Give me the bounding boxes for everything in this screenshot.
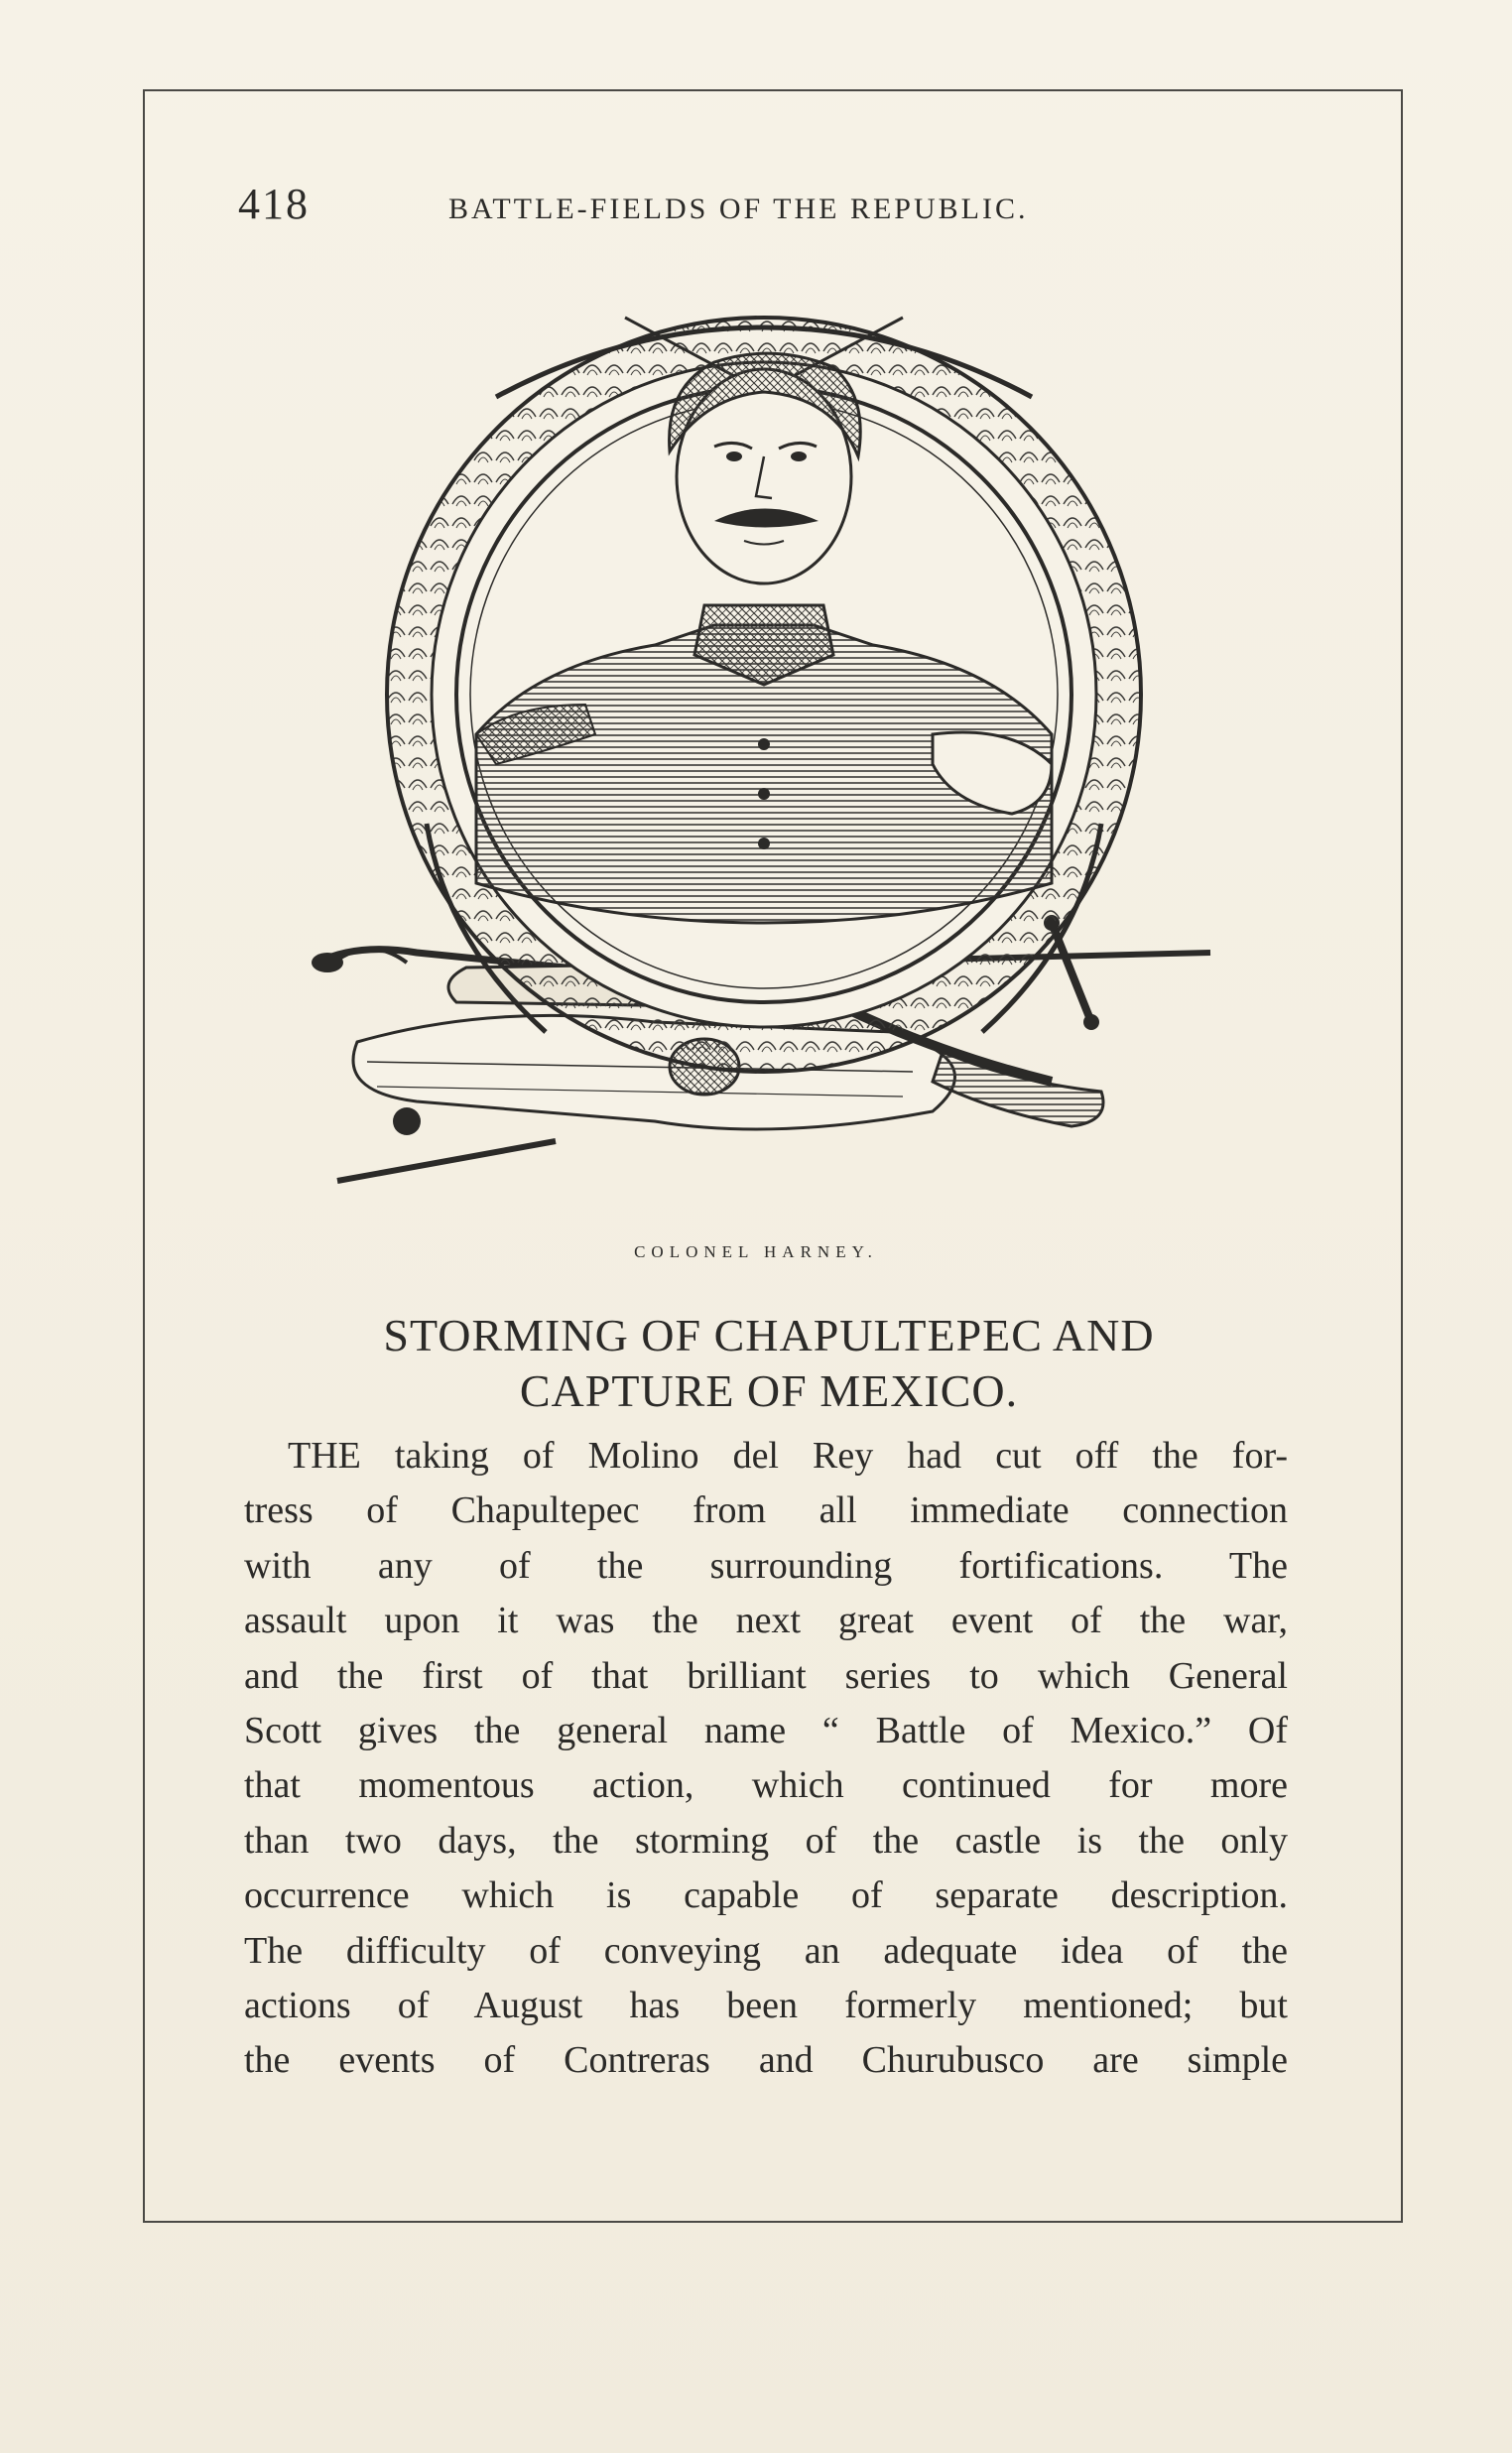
- text-line: Scott gives the general name “ Battle of Mexico.” Of: [244, 1709, 1288, 1751]
- text-line: The difficulty of conveying an adequate idea of the: [244, 1929, 1288, 1972]
- text-line: THE taking of Molino del Rey had cut off the for-: [288, 1435, 1288, 1477]
- text-line: assault upon it was the next great event of the war,: [244, 1600, 1288, 1642]
- text-line: the events of Contreras and Churubusco are simple: [244, 2039, 1288, 2082]
- body-paragraph: [244, 1429, 1288, 2089]
- page-number: 418: [238, 180, 310, 228]
- chapter-heading: [238, 1308, 1300, 1419]
- portrait-engraving: [298, 268, 1230, 1221]
- heading-line: CAPTURE OF MEXICO.: [519, 1365, 1019, 1416]
- text-line: occurrence which is capable of separate description.: [244, 1874, 1288, 1917]
- text-line: tress of Chapultepec from all immediate connection: [244, 1489, 1288, 1532]
- text-line: actions of August has been formerly mentioned; but: [244, 1984, 1288, 2026]
- text-line: with any of the surrounding fortifications. The: [244, 1544, 1288, 1587]
- text-line: than two days, the storming of the castle is the only: [244, 1819, 1288, 1862]
- heading-line: STORMING OF CHAPULTEPEC AND: [383, 1310, 1155, 1360]
- running-title: BATTLE-FIELDS OF THE REPUBLIC.: [448, 193, 1029, 225]
- running-head: [238, 179, 1300, 248]
- text-line: that momentous action, which continued for more: [244, 1764, 1288, 1807]
- illustration-caption: COLONEL HARNEY.: [634, 1242, 878, 1261]
- text-line: and the first of that brilliant series to which General: [244, 1654, 1288, 1697]
